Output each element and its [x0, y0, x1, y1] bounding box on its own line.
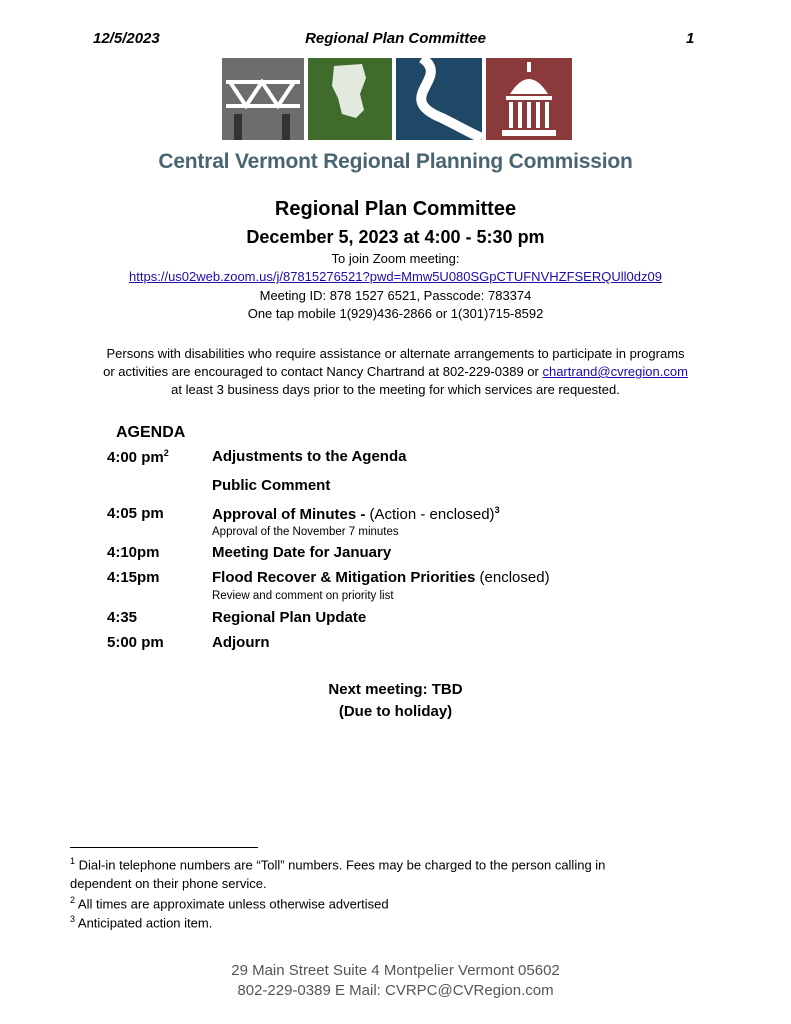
footnote-1: $^1$ Dial-in telephone numbers are “Toll” numbers. Fees may be charged to the person calling in [70, 856, 606, 873]
zoom-link[interactable]: https://us02web.zoom.us/j/87815276521?pwd=Mmw5U080SGpCTUFNVHZFSERQUll0dz09 [129, 269, 662, 284]
agenda-item: Regional Plan Update [212, 609, 367, 626]
agenda-item: Meeting Date for January [212, 544, 392, 561]
cvrpc-logo [222, 58, 572, 148]
agenda-time: 4:10pm [107, 544, 160, 561]
agenda-heading: AGENDA [116, 424, 186, 441]
agenda-time: 4:35 [107, 609, 138, 626]
meeting-id: Meeting ID: 878 1527 6521, Passcode: 783374 [259, 288, 532, 303]
next-meeting-note: (Due to holiday) [338, 703, 453, 720]
logo-org-name: Central Vermont Regional Planning Commission [158, 150, 633, 173]
accessibility-line-2: or activities are encouraged to contact Nancy Chartrand at 802-229-0389 or chartrand@cvregion.com [103, 364, 688, 379]
header-date: 12/5/2023 [93, 30, 160, 47]
meeting-date-time: December 5, 2023 at 4:00 - 5:30 pm [246, 227, 545, 247]
agenda-item: Adjustments to the Agenda [212, 448, 407, 465]
next-meeting: Next meeting: TBD [328, 681, 463, 698]
contact-email-link[interactable]: chartrand@cvregion.com [542, 364, 688, 379]
header-page-number: 1 [686, 30, 695, 47]
agenda-item: Flood Recover & Mitigation Priorities (enclosed) [212, 569, 550, 586]
agenda-time: 4:00 $pm^2$ [107, 448, 169, 466]
agenda-item-note: Approval of the November 7 minutes [212, 526, 399, 538]
agenda-item-note: Review and comment on priority list [212, 590, 394, 602]
agenda-time: 5:00 pm [107, 634, 164, 651]
one-tap-mobile: One tap mobile 1(929)436-2866 or 1(301)715-8592 [247, 306, 544, 321]
accessibility-line-3: at least 3 business days prior to the meeting for which services are requested. [171, 382, 620, 397]
agenda-item: Public Comment [212, 477, 331, 494]
agenda-item: Approval of Minutes - (Action - enclosed)$^3$ [212, 505, 500, 523]
agenda-time: 4:15pm [107, 569, 160, 586]
footer-contact: 802-229-0389 E Mail: CVRPC@CVRegion.com [237, 982, 554, 999]
footnote-1-cont: dependent on their phone service. [70, 876, 267, 891]
meeting-title: Regional Plan Committee [274, 198, 517, 220]
footnote-2: $^2$ All times are approximate unless otherwise advertised [70, 895, 389, 912]
header-title: Regional Plan Committee [305, 30, 486, 47]
footnote-3: $^3$ Anticipated action item. [70, 914, 213, 931]
agenda-item: Adjourn [212, 634, 270, 651]
accessibility-line-1: Persons with disabilities who require assistance or alternate arrangements to participate in programs [106, 346, 685, 361]
footer-address: 29 Main Street Suite 4 Montpelier Vermont 05602 [231, 962, 560, 979]
footnote-divider [70, 847, 258, 848]
zoom-intro: To join Zoom meeting: [331, 251, 460, 266]
agenda-time: 4:05 pm [107, 505, 164, 522]
